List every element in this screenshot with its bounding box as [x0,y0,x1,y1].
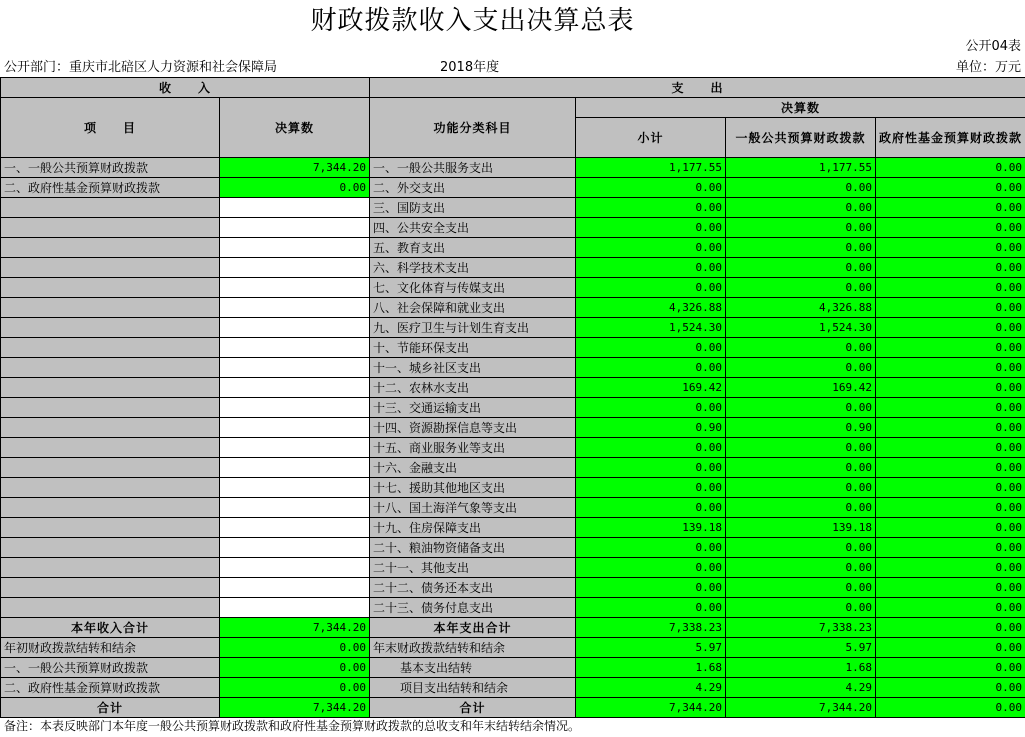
general-budget-cell: 1.68 [726,658,876,678]
expense-item-cell: 十、节能环保支出 [370,338,576,358]
expense-item-cell: 十三、交通运输支出 [370,398,576,418]
expense-item-cell: 十八、国土海洋气象等支出 [370,498,576,518]
income-amount-cell [220,478,370,498]
footnote: 备注：本表反映部门本年度一般公共预算财政拨款和政府性基金预算财政拨款的总收支和年末结转结余情况。 [4,719,581,733]
fund-budget-cell: 0.00 [876,398,1025,418]
table-row [1,218,1025,238]
income-item-cell: 本年收入合计 [1,618,220,638]
income-item-cell [1,418,220,438]
expense-item-cell: 二、外交支出 [370,178,576,198]
expense-item-cell: 七、文化体育与传媒支出 [370,278,576,298]
subtotal-cell: 0.00 [576,338,726,358]
general-budget-cell: 0.00 [726,198,876,218]
table-row [1,398,1025,418]
general-budget-cell: 5.97 [726,638,876,658]
expense-item-cell: 二十二、债务还本支出 [370,578,576,598]
fund-budget-cell: 0.00 [876,658,1025,678]
income-amount-cell [220,418,370,438]
fund-budget-cell: 0.00 [876,418,1025,438]
expense-item-cell: 六、科学技术支出 [370,258,576,278]
income-amount-cell: 7,344.20 [220,618,370,638]
fund-budget-cell: 0.00 [876,318,1025,338]
general-budget-cell: 0.00 [726,218,876,238]
table-row [1,318,1025,338]
fund-budget-cell: 0.00 [876,198,1025,218]
table-row [1,278,1025,298]
fund-budget-cell: 0.00 [876,378,1025,398]
subtotal-cell: 0.00 [576,458,726,478]
general-budget-cell: 7,344.20 [726,698,876,718]
expense-item-cell: 十七、援助其他地区支出 [370,478,576,498]
income-header: 收 入 [1,78,370,98]
general-budget-cell: 0.00 [726,178,876,198]
table-row [1,358,1025,378]
fund-budget-cell: 0.00 [876,258,1025,278]
income-amount-cell [220,298,370,318]
expense-item-cell: 本年支出合计 [370,618,576,638]
income-item-cell: 一、一般公共预算财政拨款 [1,658,220,678]
income-amount-cell [220,318,370,338]
general-budget-cell: 1,524.30 [726,318,876,338]
table-row [1,558,1025,578]
general-budget-cell: 0.00 [726,398,876,418]
fund-budget-cell: 0.00 [876,358,1025,378]
table-row [1,678,1025,698]
subtotal-cell: 0.00 [576,238,726,258]
income-amount-cell [220,498,370,518]
fund-budget-header: 政府性基金预算财政拨款 [876,118,1025,158]
general-budget-cell: 7,338.23 [726,618,876,638]
subtotal-cell: 0.00 [576,558,726,578]
subtotal-cell: 4,326.88 [576,298,726,318]
general-budget-cell: 139.18 [726,518,876,538]
fund-budget-cell: 0.00 [876,238,1025,258]
income-item-cell: 二、政府性基金预算财政拨款 [1,678,220,698]
subtotal-cell: 7,344.20 [576,698,726,718]
fiscal-year: 2018年度 [440,60,500,75]
income-item-cell: 一、一般公共预算财政拨款 [1,158,220,178]
expense-item-cell: 十六、金融支出 [370,458,576,478]
general-budget-cell: 0.00 [726,258,876,278]
table-row [1,158,1025,178]
table-row [1,598,1025,618]
subtotal-cell: 1.68 [576,658,726,678]
expense-item-cell: 二十一、其他支出 [370,558,576,578]
fund-budget-cell: 0.00 [876,298,1025,318]
subtotal-cell: 0.00 [576,178,726,198]
general-budget-cell: 0.00 [726,278,876,298]
expense-item-cell: 十一、城乡社区支出 [370,358,576,378]
income-amount-cell [220,258,370,278]
table-row [1,378,1025,398]
expense-item-cell: 三、国防支出 [370,198,576,218]
income-item-cell [1,218,220,238]
fund-budget-cell: 0.00 [876,338,1025,358]
subtotal-cell: 1,177.55 [576,158,726,178]
subtotal-cell: 0.00 [576,258,726,278]
fund-budget-cell: 0.00 [876,218,1025,238]
subtotal-cell: 0.90 [576,418,726,438]
table-row [1,638,1025,658]
subtotal-cell: 0.00 [576,498,726,518]
subtotal-cell: 0.00 [576,398,726,418]
subtotal-cell: 4.29 [576,678,726,698]
expense-header: 支 出 [370,78,1025,98]
fund-budget-cell: 0.00 [876,578,1025,598]
income-amount-cell: 0.00 [220,658,370,678]
general-budget-cell: 0.00 [726,458,876,478]
general-budget-cell: 0.90 [726,418,876,438]
income-amount-cell [220,558,370,578]
income-item-cell [1,318,220,338]
subtotal-cell: 5.97 [576,638,726,658]
income-item-cell [1,358,220,378]
general-budget-cell: 4,326.88 [726,298,876,318]
income-amount-cell: 7,344.20 [220,698,370,718]
table-row [1,538,1025,558]
subtotal-cell: 1,524.30 [576,318,726,338]
table-row [1,578,1025,598]
fund-budget-cell: 0.00 [876,158,1025,178]
general-budget-cell: 0.00 [726,598,876,618]
income-amount-cell [220,358,370,378]
income-item-cell [1,518,220,538]
subtotal-cell: 0.00 [576,358,726,378]
expense-item-cell: 十九、住房保障支出 [370,518,576,538]
income-amount-cell [220,218,370,238]
income-amount-cell [220,278,370,298]
table-row [1,478,1025,498]
subtotal-cell: 0.00 [576,198,726,218]
income-amount-cell: 0.00 [220,638,370,658]
amount-column-header: 决算数 [220,98,370,158]
expense-item-cell: 基本支出结转 [370,658,576,678]
expense-item-cell: 年末财政拨款结转和结余 [370,638,576,658]
income-amount-cell [220,598,370,618]
report-title: 财政拨款收入支出决算总表 [310,6,635,36]
income-amount-cell [220,338,370,358]
subtotal-cell: 0.00 [576,218,726,238]
subtotal-cell: 0.00 [576,278,726,298]
income-item-cell [1,498,220,518]
expense-item-cell: 五、教育支出 [370,238,576,258]
income-amount-cell: 7,344.20 [220,158,370,178]
general-budget-cell: 0.00 [726,558,876,578]
table-row [1,458,1025,478]
income-item-cell [1,478,220,498]
income-amount-cell: 0.00 [220,178,370,198]
subtotal-cell: 169.42 [576,378,726,398]
income-amount-cell: 0.00 [220,678,370,698]
budget-table [0,77,1025,718]
fund-budget-cell: 0.00 [876,518,1025,538]
income-amount-cell [220,518,370,538]
general-budget-cell: 0.00 [726,238,876,258]
subtotal-cell: 139.18 [576,518,726,538]
unit-label: 单位：万元 [955,60,1021,75]
income-item-cell [1,598,220,618]
income-item-cell [1,538,220,558]
fund-budget-cell: 0.00 [876,498,1025,518]
income-amount-cell [220,458,370,478]
subtotal-cell: 0.00 [576,478,726,498]
general-budget-cell: 0.00 [726,538,876,558]
income-item-cell [1,278,220,298]
fund-budget-cell: 0.00 [876,638,1025,658]
income-item-cell [1,378,220,398]
fund-budget-cell: 0.00 [876,618,1025,638]
subtotal-cell: 0.00 [576,598,726,618]
general-budget-cell: 0.00 [726,478,876,498]
income-item-cell [1,438,220,458]
general-budget-cell: 0.00 [726,498,876,518]
fund-budget-cell: 0.00 [876,178,1025,198]
income-item-cell: 年初财政拨款结转和结余 [1,638,220,658]
expense-item-cell: 二十、粮油物资储备支出 [370,538,576,558]
income-item-cell: 合计 [1,698,220,718]
fund-budget-cell: 0.00 [876,278,1025,298]
income-item-cell [1,198,220,218]
expense-item-cell: 八、社会保障和就业支出 [370,298,576,318]
department-label: 公开部门：重庆市北碚区人力资源和社会保障局 [4,60,278,75]
table-row [1,438,1025,458]
table-row [1,178,1025,198]
fund-budget-cell: 0.00 [876,558,1025,578]
fund-budget-cell: 0.00 [876,458,1025,478]
general-budget-cell: 0.00 [726,358,876,378]
func-category-header: 功能分类科目 [370,98,576,158]
income-amount-cell [220,378,370,398]
table-row [1,238,1025,258]
general-budget-cell: 0.00 [726,578,876,598]
item-column-header: 项 目 [1,98,220,158]
expense-item-cell: 一、一般公共服务支出 [370,158,576,178]
expense-item-cell: 项目支出结转和结余 [370,678,576,698]
income-amount-cell [220,398,370,418]
income-item-cell [1,238,220,258]
expense-item-cell: 二十三、债务付息支出 [370,598,576,618]
table-row [1,338,1025,358]
general-budget-cell: 0.00 [726,438,876,458]
fund-budget-cell: 0.00 [876,478,1025,498]
final-amount-header: 决算数 [576,98,1025,118]
table-row [1,418,1025,438]
general-budget-header: 一般公共预算财政拨款 [726,118,876,158]
table-row [1,658,1025,678]
income-item-cell [1,578,220,598]
table-row [1,698,1025,718]
expense-item-cell: 十二、农林水支出 [370,378,576,398]
fund-budget-cell: 0.00 [876,698,1025,718]
income-amount-cell [220,538,370,558]
expense-item-cell: 十五、商业服务业等支出 [370,438,576,458]
income-amount-cell [220,578,370,598]
subtotal-header: 小计 [576,118,726,158]
fund-budget-cell: 0.00 [876,678,1025,698]
general-budget-cell: 0.00 [726,338,876,358]
table-row [1,198,1025,218]
income-amount-cell [220,198,370,218]
income-item-cell [1,258,220,278]
income-item-cell [1,298,220,318]
general-budget-cell: 169.42 [726,378,876,398]
income-item-cell [1,338,220,358]
subtotal-cell: 7,338.23 [576,618,726,638]
table-row [1,298,1025,318]
expense-item-cell: 四、公共安全支出 [370,218,576,238]
income-item-cell: 二、政府性基金预算财政拨款 [1,178,220,198]
table-row [1,518,1025,538]
form-number: 公开04表 [965,39,1021,54]
income-item-cell [1,458,220,478]
table-row [1,258,1025,278]
fund-budget-cell: 0.00 [876,538,1025,558]
expense-item-cell: 合计 [370,698,576,718]
income-amount-cell [220,438,370,458]
table-row [1,618,1025,638]
general-budget-cell: 1,177.55 [726,158,876,178]
income-item-cell [1,558,220,578]
fund-budget-cell: 0.00 [876,598,1025,618]
table-row [1,498,1025,518]
income-amount-cell [220,238,370,258]
expense-item-cell: 十四、资源勘探信息等支出 [370,418,576,438]
subtotal-cell: 0.00 [576,578,726,598]
fund-budget-cell: 0.00 [876,438,1025,458]
subtotal-cell: 0.00 [576,438,726,458]
expense-item-cell: 九、医疗卫生与计划生育支出 [370,318,576,338]
subtotal-cell: 0.00 [576,538,726,558]
income-item-cell [1,398,220,418]
general-budget-cell: 4.29 [726,678,876,698]
